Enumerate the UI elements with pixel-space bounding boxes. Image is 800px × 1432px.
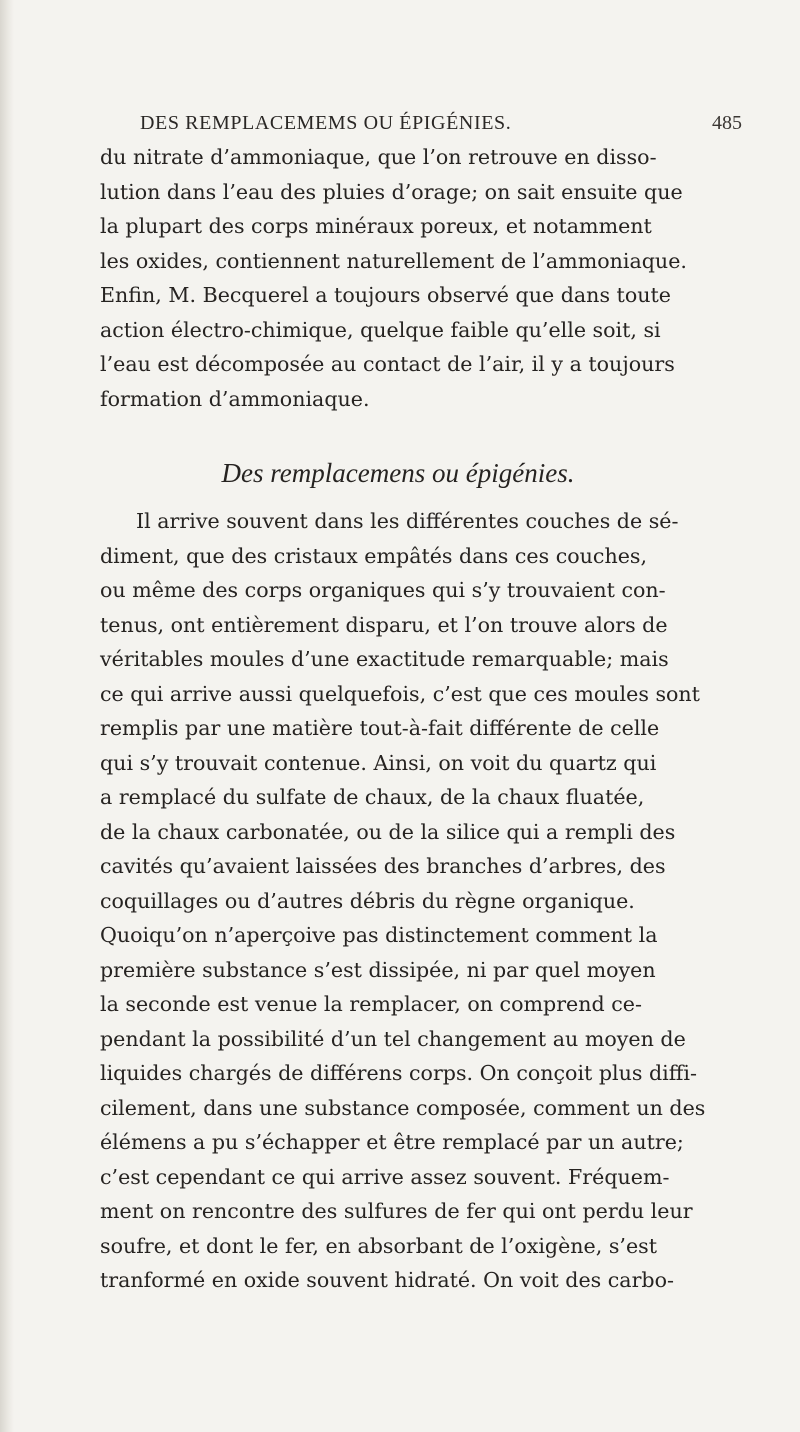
text-line: coquillages ou d’autres débris du règne organique. [100,888,635,913]
text-line: formation d’ammoniaque. [100,386,370,411]
page-number: 485 [712,112,742,134]
page-edge-shadow [0,0,14,1432]
text-line: qui s’y trouvait contenue. Ainsi, on voit du quartz qui [100,750,657,775]
text-line: les oxides, contiennent naturellement de l’ammoniaque. [100,248,687,273]
text-line: lution dans l’eau des pluies d’orage; on sait ensuite que [100,179,683,204]
running-title: DES REMPLACEMEMS OU ÉPIGÉNIES. [140,112,512,134]
paragraph-2 [100,504,800,1298]
text-line: de la chaux carbonatée, ou de la silice qui a rempli des [100,819,676,844]
text-line: du nitrate d’ammoniaque, que l’on retrouve en disso- [100,145,657,169]
text-line: soufre, et dont le fer, en absorbant de l’oxigène, s’est [100,1233,657,1258]
text-line: ment on rencontre des sulfures de fer qui ont perdu leur [100,1199,693,1223]
text-line: Quoiqu’on n’aperçoive pas distinctement comment la [100,923,658,947]
section-heading-text: Des remplacemens ou épigénies. [221,458,575,488]
text-line: ce qui arrive aussi quelquefois, c’est que ces moules sont [100,681,700,706]
text-line: la plupart des corps minéraux poreux, et notamment [100,214,652,238]
text-line: tranformé en oxide souvent hidraté. On voit des carbo- [100,1268,674,1292]
text-line: remplis par une matière tout-à-fait différente de celle [100,716,660,740]
section-heading [100,453,800,493]
text-line: cavités qu’avaient laissées des branches d’arbres, des [100,854,666,878]
text-line: première substance s’est dissipée, ni par quel moyen [100,957,656,982]
text-line: ou même des corps organiques qui s’y trouvaient con- [100,578,666,602]
paragraph-1 [100,140,800,416]
text-line: la seconde est venue la remplacer, on comprend ce- [100,992,642,1016]
text-line: pendant la possibilité d’un tel changement au moyen de [100,1026,686,1051]
text-line: c’est cependant ce qui arrive assez souvent. Fréquem- [100,1164,670,1189]
text-line: tenus, ont entièrement disparu, et l’on trouve alors de [100,612,668,637]
text-line: liquides chargés de différens corps. On conçoit plus diffi- [100,1061,697,1085]
text-line: Il arrive souvent dans les différentes couches de sé- [136,509,679,533]
text-line: véritables moules d’une exactitude remarquable; mais [100,647,669,671]
text-line: diment, que des cristaux empâtés dans ces couches, [100,543,648,568]
text-line: a remplacé du sulfate de chaux, de la chaux fluatée, [100,785,645,809]
text-line: élémens a pu s’échapper et être remplacé par un autre; [100,1130,684,1154]
text-line: action électro-chimique, quelque faible qu’elle soit, si [100,317,661,342]
text-line: cilement, dans une substance composée, comment un des [100,1095,706,1120]
text-line: l’eau est décomposée au contact de l’air, il y a toujours [100,352,675,376]
text-line: Enfin, M. Becquerel a toujours observé que dans toute [100,283,671,307]
